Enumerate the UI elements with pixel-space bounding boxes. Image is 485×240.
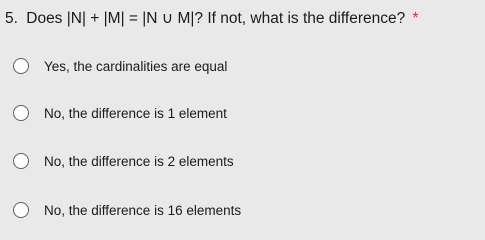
- required-marker: *: [412, 10, 419, 27]
- radio-button[interactable]: [13, 105, 29, 121]
- option-label: Yes, the cardinalities are equal: [44, 58, 228, 74]
- radio-button[interactable]: [13, 202, 29, 218]
- question-text-row: [5, 9, 483, 29]
- answer-option-diff-2[interactable]: [13, 150, 234, 172]
- radio-button[interactable]: [13, 58, 29, 74]
- answer-option-diff-1[interactable]: [13, 102, 227, 124]
- option-label: No, the difference is 1 element: [44, 105, 227, 121]
- question-number: 5.: [5, 10, 18, 27]
- option-label: No, the difference is 16 elements: [44, 202, 242, 218]
- question-text: Does |N| + |M| = |N ∪ M|? If not, what is the difference?: [26, 10, 406, 27]
- answer-option-diff-16[interactable]: [13, 199, 241, 221]
- answer-option-equal[interactable]: [13, 55, 227, 77]
- radio-button[interactable]: [13, 153, 29, 169]
- option-label: No, the difference is 2 elements: [44, 153, 234, 169]
